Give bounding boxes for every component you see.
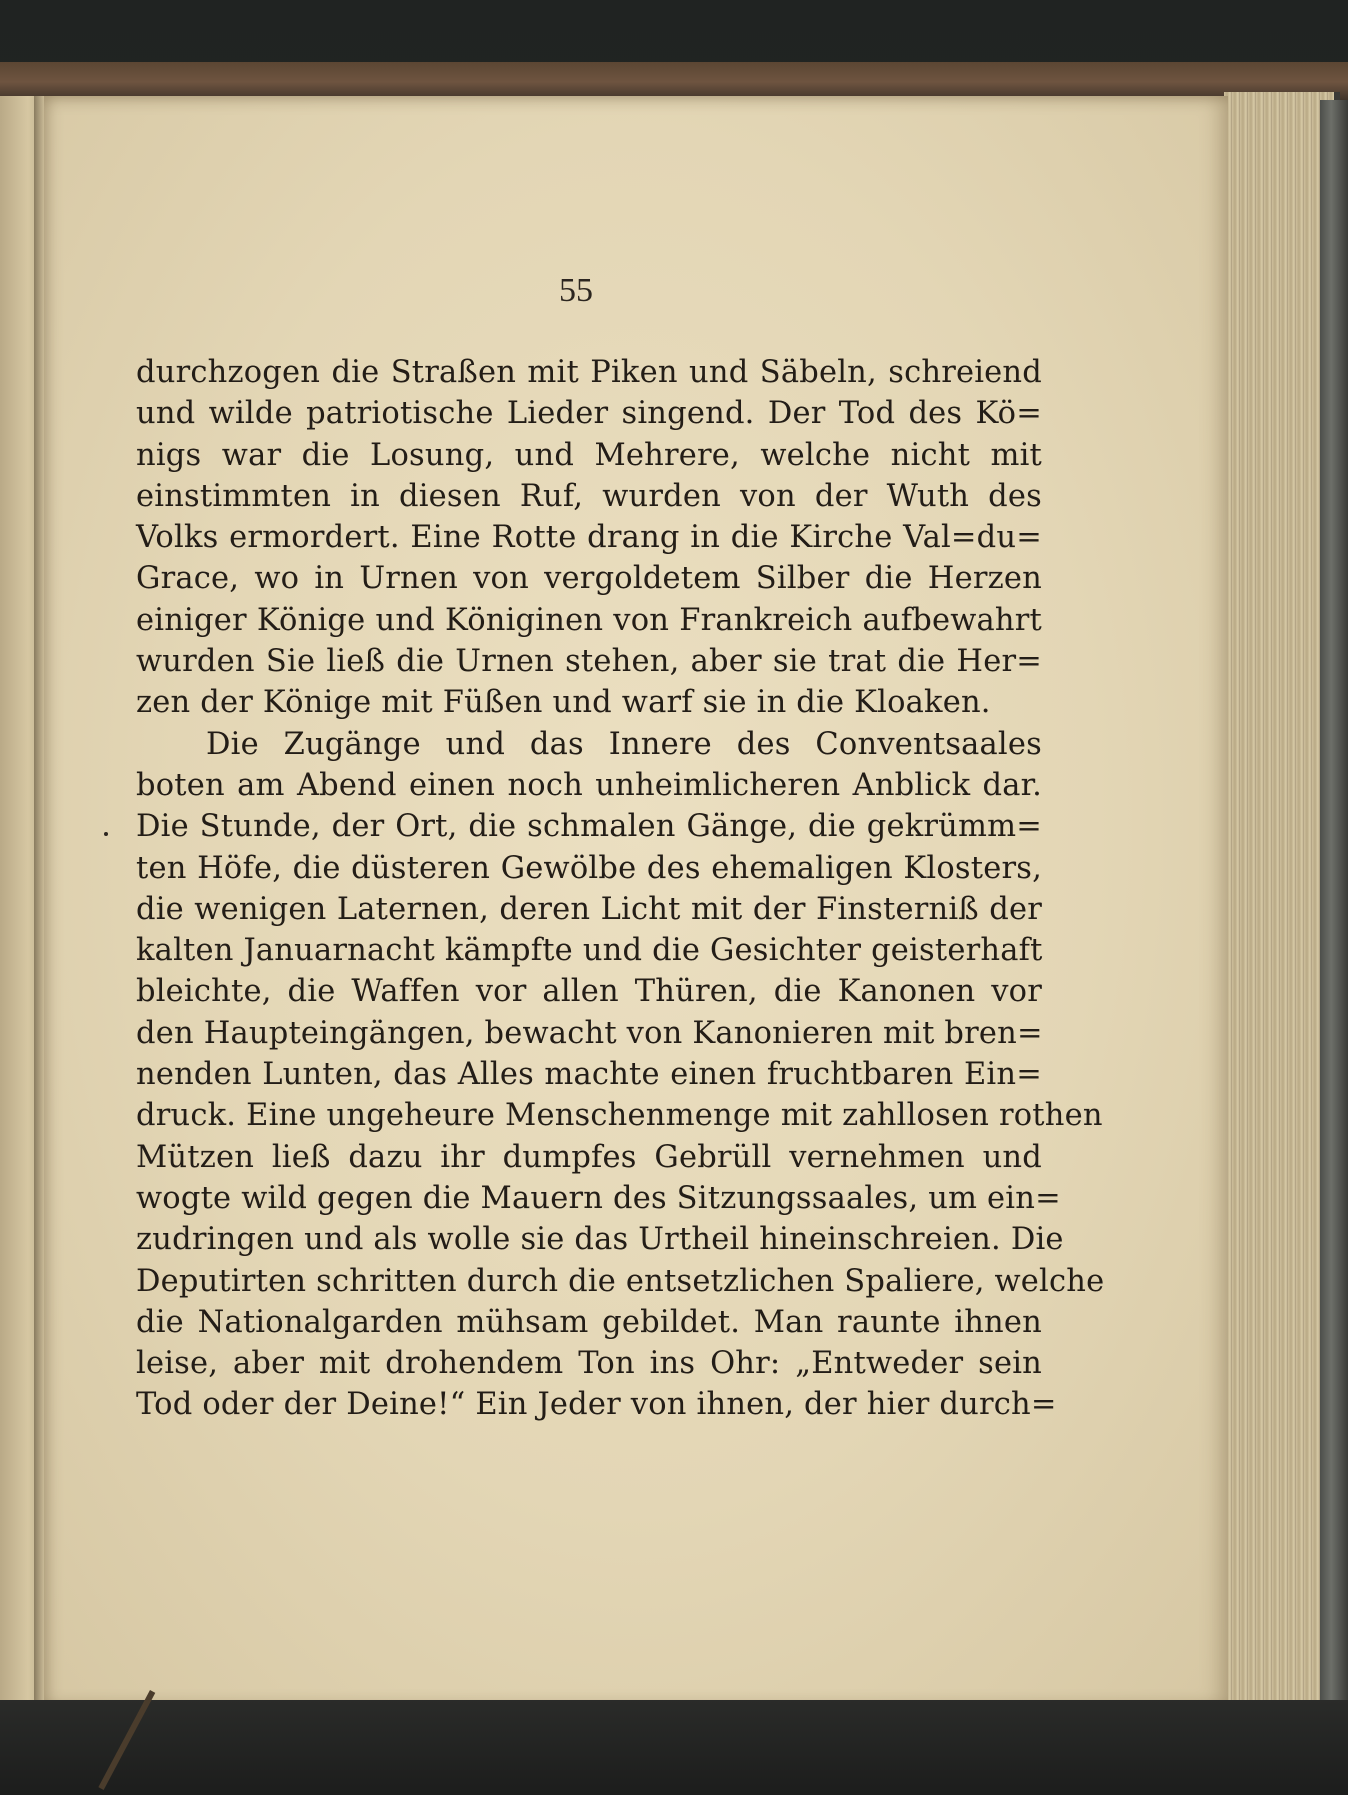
text-line: zen der Könige mit Füßen und warf sie in die Kloaken. bbox=[136, 685, 991, 721]
text-line: einiger Könige und Königinen von Frankreich aufbewahrt bbox=[136, 602, 1042, 638]
page-gutter bbox=[34, 96, 44, 1716]
scan-bottom-edge bbox=[0, 1700, 1348, 1795]
book-cover-right-edge bbox=[1320, 100, 1348, 1700]
text-line: nenden Lunten, das Alles machte einen fruchtbaren Ein= bbox=[136, 1057, 1042, 1093]
text-line: leise, aber mit drohendem Ton ins Ohr: „Entweder sein bbox=[136, 1346, 1042, 1382]
text-line: die wenigen Laternen, deren Licht mit der Finsterniß der bbox=[136, 891, 1042, 927]
text-line: Mützen ließ dazu ihr dumpfes Gebrüll vernehmen und bbox=[136, 1139, 1042, 1175]
text-line: und wilde patriotische Lieder singend. Der Tod des Kö= bbox=[136, 396, 1042, 432]
text-line: den Haupteingängen, bewacht von Kanonieren mit bren= bbox=[136, 1015, 1043, 1051]
text-line: wurden Sie ließ die Urnen stehen, aber sie trat die Her= bbox=[136, 644, 1042, 680]
text-line: bleichte, die Waffen vor allen Thüren, die Kanonen vor bbox=[136, 974, 1042, 1010]
text-line: nigs war die Losung, und Mehrere, welche nicht mit bbox=[136, 437, 1042, 473]
text-line: ten Höfe, die düsteren Gewölbe des ehemaligen Klosters, bbox=[136, 850, 1042, 886]
margin-mark bbox=[104, 832, 108, 836]
text-line: Die Stunde, der Ort, die schmalen Gänge, die gekrümm= bbox=[136, 809, 1042, 845]
text-line: durchzogen die Straßen mit Piken und Säbeln, schreiend bbox=[136, 355, 1042, 390]
text-line: wogte wild gegen die Mauern des Sitzungssaales, um ein= bbox=[136, 1180, 1061, 1216]
text-line: zudringen und als wolle sie das Urtheil hineinschreien. Die bbox=[136, 1222, 1064, 1258]
text-line: Deputirten schritten durch die entsetzlichen Spaliere, welche bbox=[136, 1263, 1105, 1299]
page-number: 55 bbox=[559, 272, 593, 309]
text-line: einstimmten in diesen Ruf, wurden von der Wuth des bbox=[136, 478, 1042, 514]
text-line: die Nationalgarden mühsam gebildet. Man raunte ihnen bbox=[136, 1304, 1042, 1340]
text-line: kalten Januarnacht kämpfte und die Gesichter geisterhaft bbox=[136, 933, 1043, 969]
text-line: Volks ermordert. Eine Rotte drang in die Kirche Val=du= bbox=[136, 520, 1042, 556]
text-line: Grace, wo in Urnen von vergoldetem Silber die Herzen bbox=[136, 561, 1042, 597]
text-line: druck. Eine ungeheure Menschenmenge mit zahllosen rothen bbox=[136, 1098, 1103, 1134]
text-line: Tod oder der Deine!“ Ein Jeder von ihnen, der hier durch= bbox=[136, 1387, 1057, 1423]
text-line-paragraph-start: Die Zugänge und das Innere des Conventsaales bbox=[206, 726, 1042, 762]
text-line: boten am Abend einen noch unheimlicheren Anblick dar. bbox=[136, 767, 1042, 803]
page-text-block bbox=[136, 352, 1105, 1426]
